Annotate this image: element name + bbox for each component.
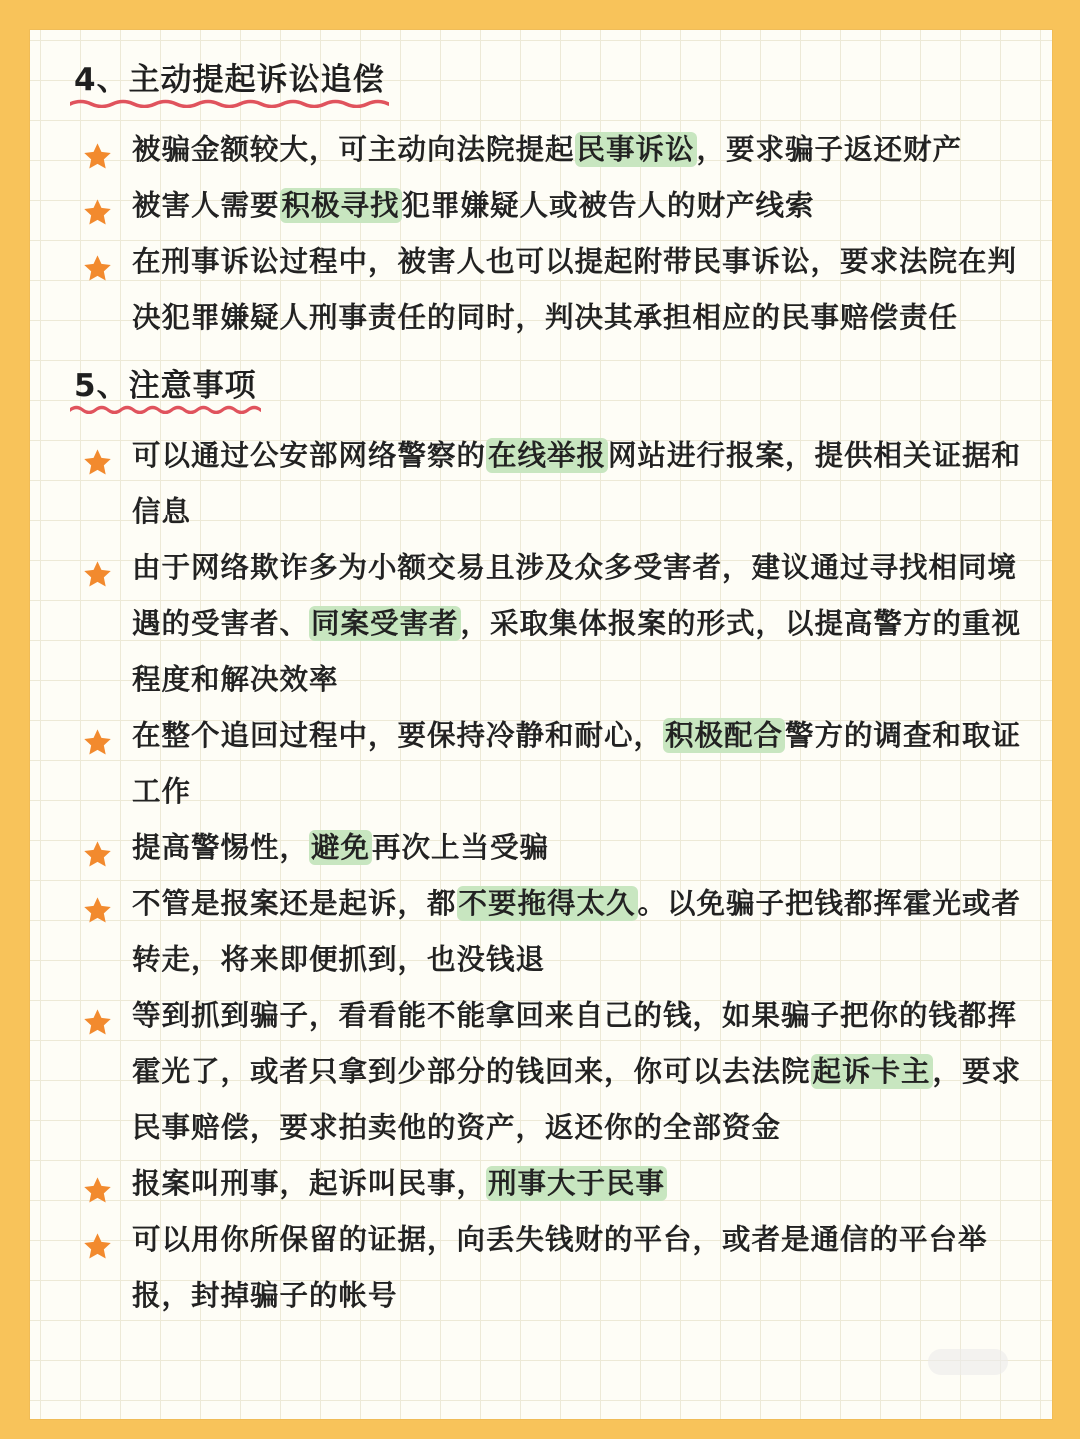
list-item bbox=[74, 540, 1024, 708]
item-text: 可以通过公安部网络警察的 bbox=[132, 439, 487, 472]
item-text: 被害人需要 bbox=[132, 189, 280, 222]
item-text: 警方的调查和取证工作 bbox=[132, 719, 1022, 808]
item-text: 在刑事诉讼过程中，被害人也可以提起附带民事诉讼，要求法院在判决犯罪嫌疑人刑事责任的同时，判决其承担相应的民事赔偿责任 bbox=[132, 245, 1018, 334]
item-text: 犯罪嫌疑人或被告人的财产线索 bbox=[401, 189, 815, 222]
item-text: ，采取集体报案的形式，以提高警方的重视程度和解决效率 bbox=[132, 607, 1022, 696]
star-icon bbox=[82, 833, 113, 864]
highlighted-text: 不要拖得太久 bbox=[458, 887, 636, 920]
item-text: 被骗金额较大，可主动向法院提起 bbox=[132, 133, 575, 166]
item-text: 。以免骗子把钱都挥霍光或者转走，将来即便抓到，也没钱退 bbox=[132, 887, 1022, 976]
item-text: 在整个追回过程中，要保持冷静和耐心， bbox=[132, 719, 664, 752]
item-text: 等到抓到骗子，看看能不能拿回来自己的钱，如果骗子把你的钱都挥霍光了，或者只拿到少部分的钱回来，你可以去法院 bbox=[132, 999, 1018, 1088]
section-title-4 bbox=[74, 58, 385, 108]
list-item bbox=[74, 122, 1024, 178]
star-icon bbox=[82, 1225, 113, 1256]
item-text: 网站进行报案，提供相关证据和信息 bbox=[132, 439, 1022, 528]
note-content bbox=[74, 58, 1024, 1330]
highlighted-text: 起诉卡主 bbox=[812, 1055, 931, 1088]
wavy-underline-icon bbox=[70, 404, 261, 414]
wavy-underline-icon bbox=[70, 98, 389, 108]
list-item bbox=[74, 988, 1024, 1156]
section-title-5-text: 5、注意事项 bbox=[74, 368, 257, 404]
star-icon bbox=[82, 1169, 113, 1200]
item-text: 可以用你所保留的证据，向丢失钱财的平台，或者是通信的平台举报，封掉骗子的帐号 bbox=[132, 1223, 988, 1312]
highlighted-text: 刑事大于民事 bbox=[488, 1167, 666, 1200]
item-text: 不管是报案还是起诉，都 bbox=[132, 887, 457, 920]
star-icon bbox=[82, 721, 113, 752]
list-item bbox=[74, 708, 1024, 820]
highlighted-text: 民事诉讼 bbox=[576, 133, 695, 166]
item-text: ，要求民事赔偿，要求拍卖他的资产，返还你的全部资金 bbox=[132, 1055, 1022, 1144]
item-text: ，要求骗子返还财产 bbox=[696, 133, 963, 166]
star-icon bbox=[82, 1001, 113, 1032]
section-title-5 bbox=[74, 364, 257, 414]
star-icon bbox=[82, 441, 113, 472]
item-text: 报案叫刑事，起诉叫民事， bbox=[132, 1167, 487, 1200]
note-paper bbox=[30, 30, 1052, 1419]
watermark-badge bbox=[928, 1349, 1008, 1375]
star-icon bbox=[82, 553, 113, 584]
star-icon bbox=[82, 135, 113, 166]
highlighted-text: 避免 bbox=[311, 831, 371, 864]
list-item bbox=[74, 178, 1024, 234]
section-5-list bbox=[74, 428, 1024, 1324]
list-item bbox=[74, 876, 1024, 988]
list-item bbox=[74, 1156, 1024, 1212]
section-title-4-text: 4、主动提起诉讼追偿 bbox=[74, 62, 385, 98]
highlighted-text: 同案受害者 bbox=[311, 607, 459, 640]
list-item bbox=[74, 820, 1024, 876]
highlighted-text: 积极寻找 bbox=[281, 189, 400, 222]
item-text: 再次上当受骗 bbox=[372, 831, 550, 864]
star-icon bbox=[82, 191, 113, 222]
highlighted-text: 在线举报 bbox=[488, 439, 607, 472]
list-item bbox=[74, 428, 1024, 540]
star-icon bbox=[82, 247, 113, 278]
list-item bbox=[74, 1212, 1024, 1324]
item-text: 提高警惕性， bbox=[132, 831, 310, 864]
highlighted-text: 积极配合 bbox=[665, 719, 784, 752]
list-item bbox=[74, 234, 1024, 346]
star-icon bbox=[82, 889, 113, 920]
item-text: 由于网络欺诈多为小额交易且涉及众多受害者，建议通过寻找相同境遇的受害者、 bbox=[132, 551, 1018, 640]
section-4-list bbox=[74, 122, 1024, 346]
